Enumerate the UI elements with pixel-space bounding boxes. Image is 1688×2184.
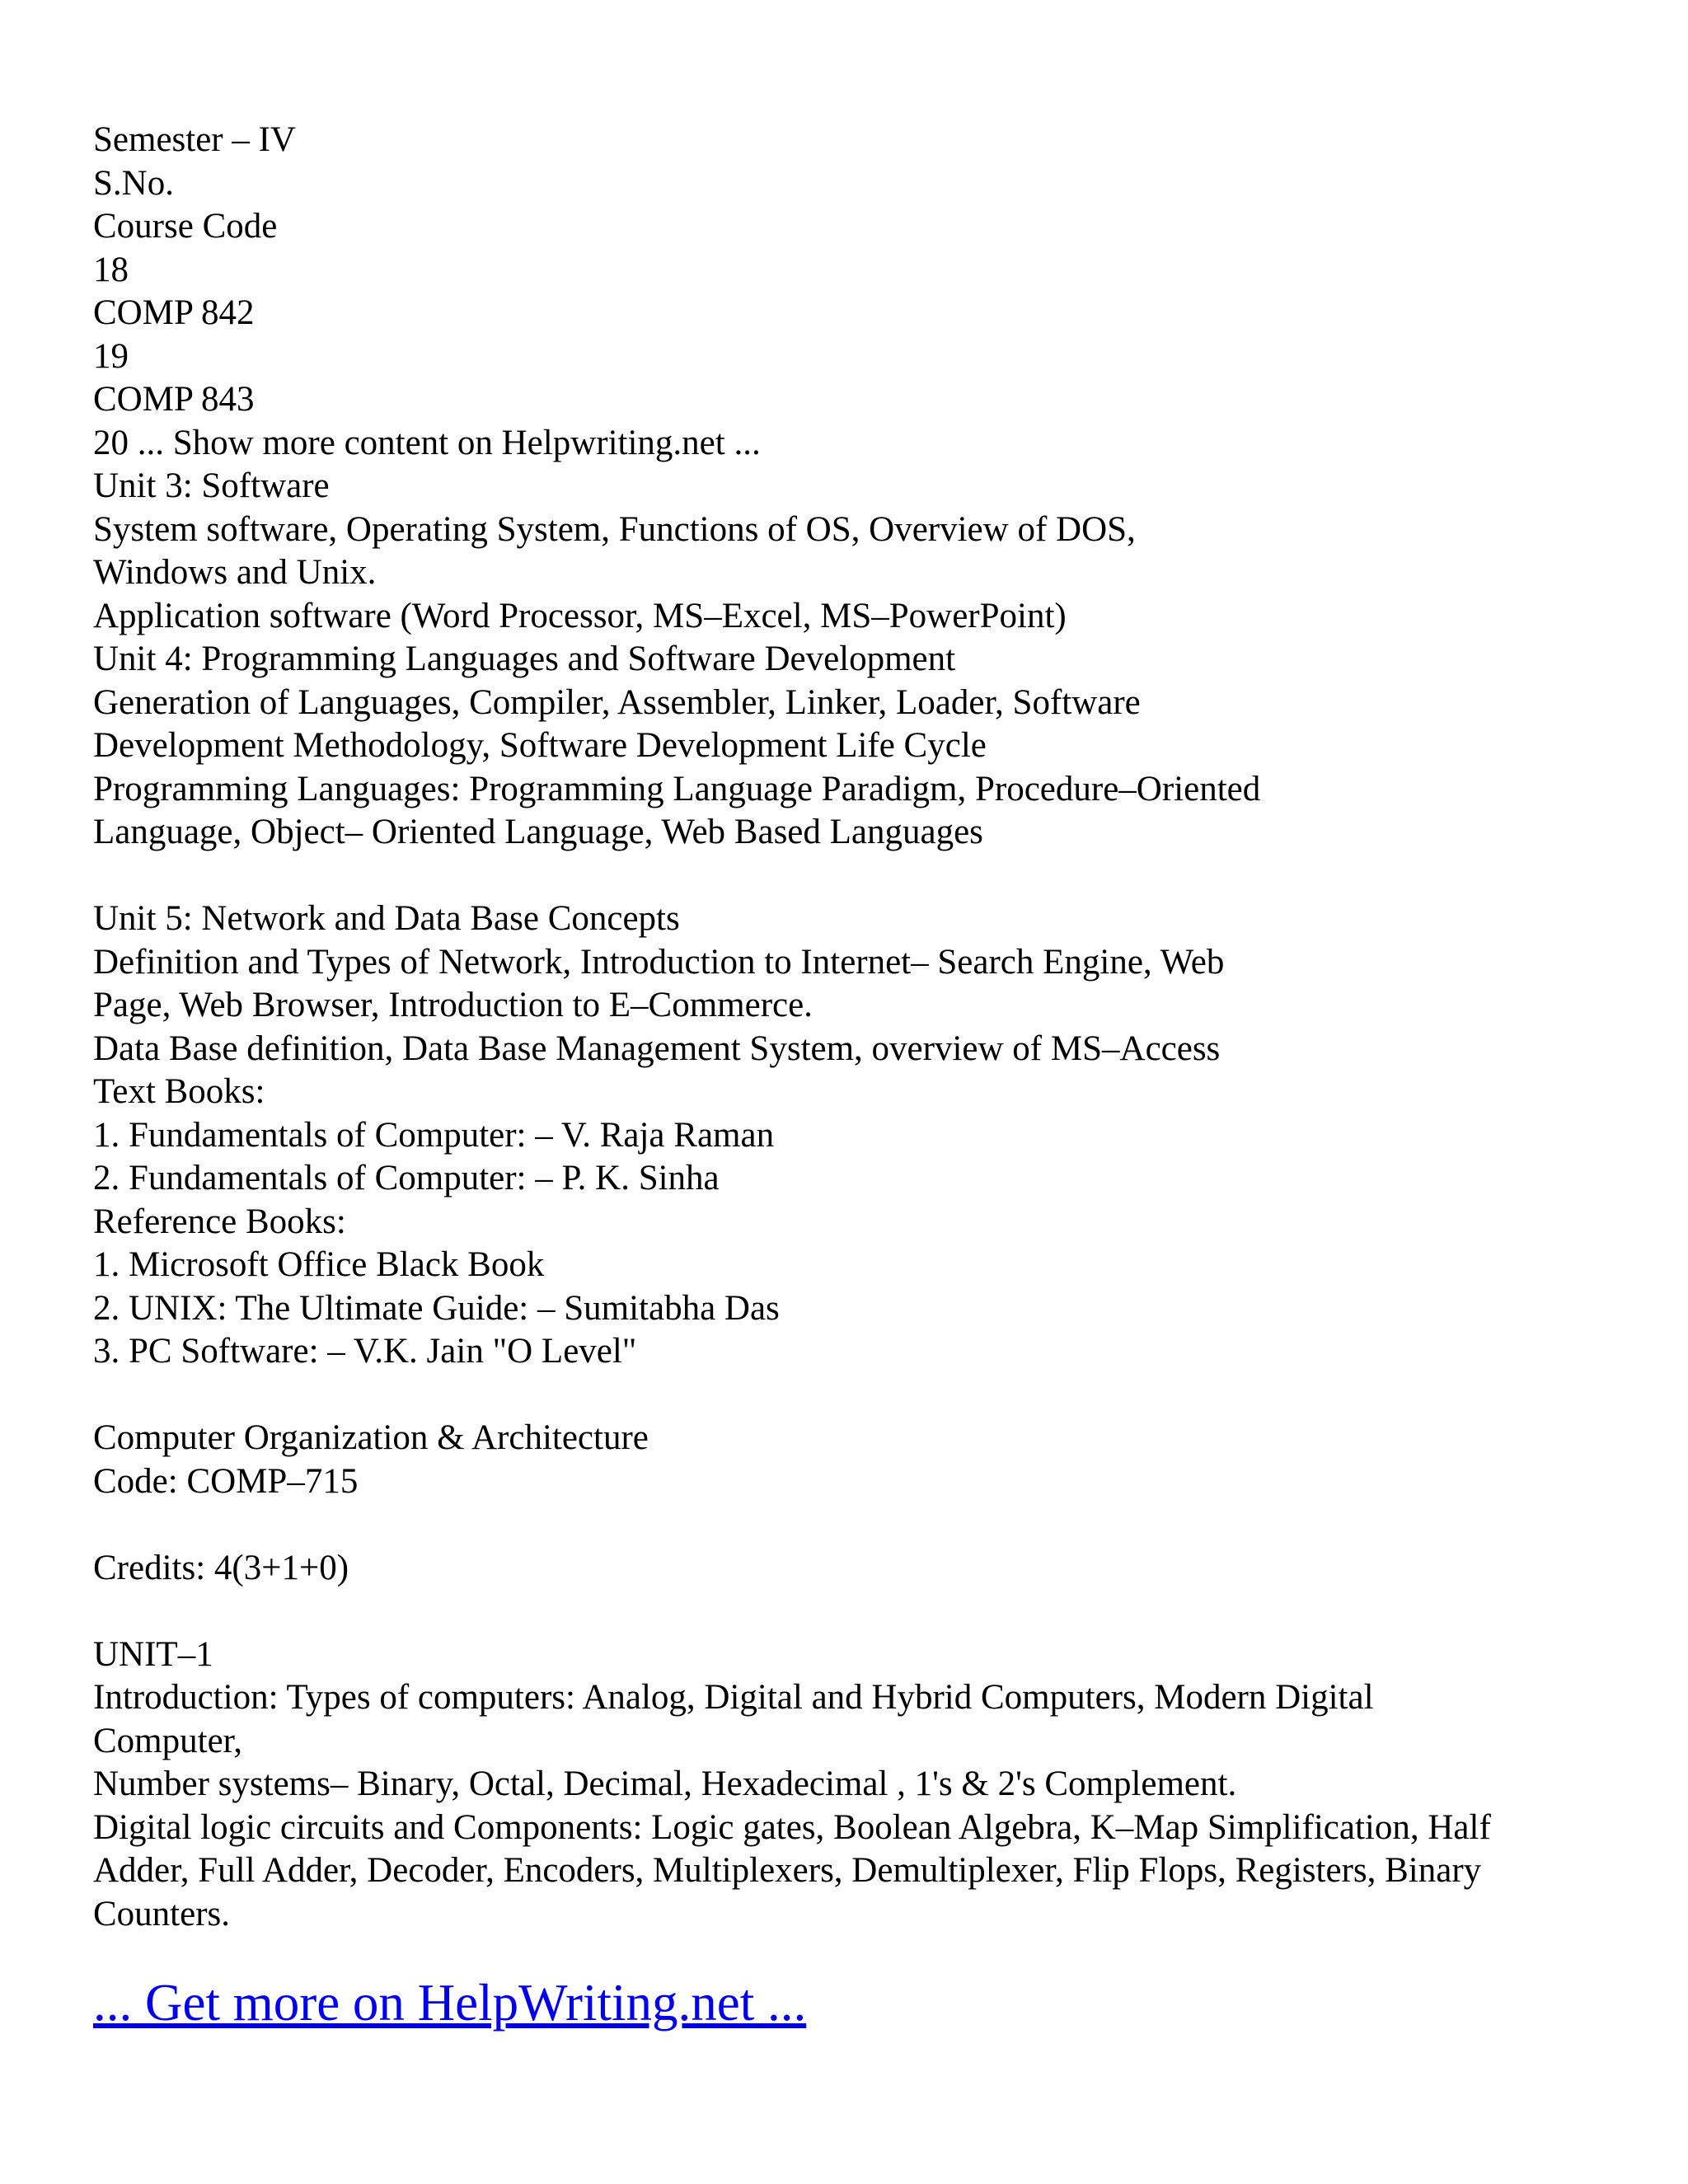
- book-list-item: 3. PC Software: – V.K. Jain "O Level": [93, 1332, 637, 1371]
- body-text-line: Introduction: Types of computers: Analog, Digital and Hybrid Computers, Modern Digital: [93, 1678, 1374, 1717]
- body-text-line: Counters.: [93, 1894, 231, 1933]
- book-list-item: 2. UNIX: The Ultimate Guide: – Sumitabha Das: [93, 1288, 780, 1328]
- reference-books-heading: Reference Books:: [93, 1202, 346, 1241]
- unit-heading: UNIT–1: [93, 1634, 213, 1674]
- body-text-line: Language, Object– Oriented Language, Web Based Languages: [93, 813, 983, 851]
- body-text-line: Generation of Languages, Compiler, Assembler, Linker, Loader, Software: [93, 682, 1141, 722]
- body-text-line: Digital logic circuits and Components: Logic gates, Boolean Algebra, K–Map Simplification, Half: [93, 1807, 1491, 1847]
- get-more-link[interactable]: ... Get more on HelpWriting.net ...: [93, 1974, 807, 2032]
- table-header-course-code: Course Code: [93, 207, 278, 246]
- paragraph-gap: [93, 855, 1610, 898]
- unit-heading: Unit 4: Programming Languages and Software Development: [93, 640, 956, 678]
- table-header-sno: S.No.: [93, 163, 174, 203]
- body-text-line: Programming Languages: Programming Language Paradigm, Procedure–Oriented: [93, 769, 1261, 808]
- unit-heading: Unit 5: Network and Data Base Concepts: [93, 899, 680, 938]
- course-title: Computer Organization & Architecture: [93, 1418, 649, 1457]
- body-text-line: Application software (Word Processor, MS–Excel, MS–PowerPoint): [93, 596, 1067, 635]
- body-text-line: Page, Web Browser, Introduction to E–Commerce.: [93, 986, 813, 1024]
- body-text-line: Development Methodology, Software Development Life Cycle: [93, 726, 987, 765]
- paragraph-gap: [93, 1590, 1610, 1633]
- credits-line: Credits: 4(3+1+0): [93, 1548, 349, 1587]
- course-code: COMP 843: [93, 380, 255, 419]
- paragraph-gap: [93, 1503, 1610, 1547]
- course-code: COMP 842: [93, 293, 255, 332]
- course-sno: 18: [93, 250, 129, 289]
- body-text-line: Adder, Full Adder, Decoder, Encoders, Multiplexers, Demultiplexer, Flip Flops, Registers, Binary: [93, 1851, 1482, 1890]
- book-list-item: 1. Fundamentals of Computer: – V. Raja Raman: [93, 1115, 775, 1155]
- body-text-line: Definition and Types of Network, Introduction to Internet– Search Engine, Web: [93, 942, 1225, 982]
- book-list-item: 2. Fundamentals of Computer: – P. K. Sinha: [93, 1159, 720, 1197]
- show-more-line: 20 ... Show more content on Helpwriting.net ...: [93, 423, 761, 462]
- course-sno: 19: [93, 336, 129, 376]
- body-text-line: Data Base definition, Data Base Management System, overview of MS–Access: [93, 1029, 1221, 1068]
- document-body: [93, 119, 1610, 1936]
- course-code-line: Code: COMP–715: [93, 1461, 359, 1501]
- semester-heading: Semester – IV: [93, 120, 296, 159]
- unit-heading: Unit 3: Software: [93, 466, 330, 505]
- body-text-line: Windows and Unix.: [93, 553, 377, 592]
- body-text-line: System software, Operating System, Functions of OS, Overview of DOS,: [93, 509, 1136, 549]
- text-books-heading: Text Books:: [93, 1072, 265, 1111]
- book-list-item: 1. Microsoft Office Black Book: [93, 1245, 545, 1284]
- body-text-line: Number systems– Binary, Octal, Decimal, Hexadecimal , 1's & 2's Complement.: [93, 1765, 1237, 1803]
- body-text-line: Computer,: [93, 1721, 243, 1760]
- paragraph-gap: [93, 1374, 1610, 1418]
